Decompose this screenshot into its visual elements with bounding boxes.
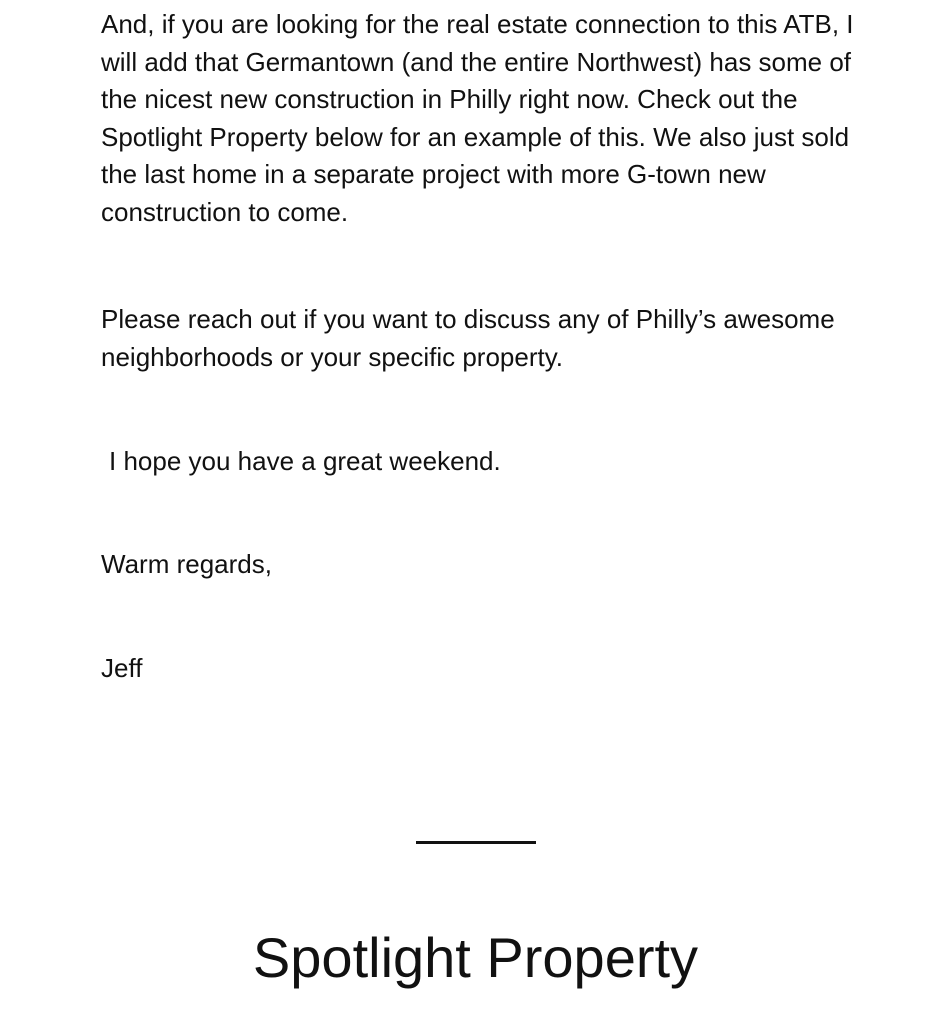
section-divider [416, 841, 536, 844]
paragraph-weekend-wish: I hope you have a great weekend. [109, 446, 501, 476]
spotlight-property-heading: Spotlight Property [252, 926, 699, 989]
signature-name: Jeff [101, 653, 143, 683]
closing-text: Warm regards, [101, 549, 272, 579]
paragraph-reach-out: Please reach out if you want to discuss any of Philly’s awesome neighborhoods or your specific property. [101, 304, 835, 372]
paragraph-real-estate-connection: And, if you are looking for the real estate connection to this ATB, I will add that Germantown (and the entire Northwest) has some of the nicest new construction in Philly right now. Check out the Spotlight Property below for an example of this. We also just sold the last home in a separate project with more G-town new construction to come. [101, 9, 854, 227]
